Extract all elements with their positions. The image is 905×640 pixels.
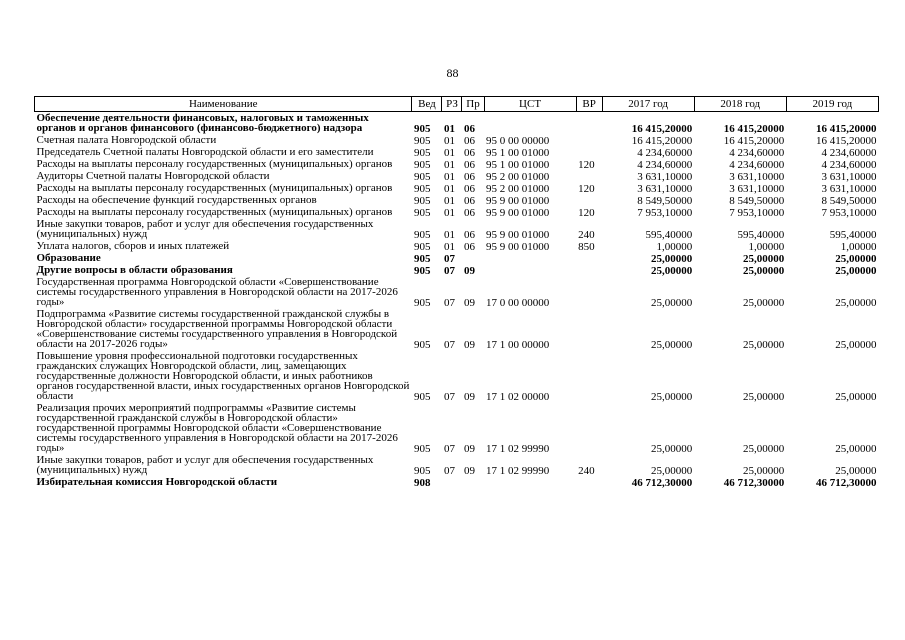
table-row	[35, 194, 879, 206]
cell-rz: 01	[443, 207, 455, 219]
header-name: Наименование	[35, 97, 412, 112]
cell-vr: 240	[578, 465, 595, 477]
cell-y2018: 4 234,60000	[729, 147, 785, 159]
cell-cst	[484, 112, 576, 135]
cell-y2018: 25,00000	[743, 443, 785, 455]
cell-y2017: 25,00000	[650, 265, 693, 277]
table-row	[35, 182, 879, 194]
cell-cst: 95 2 00 01000	[486, 171, 550, 183]
cell-pr	[462, 252, 484, 264]
cell-pr: 06	[463, 159, 475, 171]
cell-ved: 908	[413, 477, 431, 489]
cell-vr: 120	[578, 183, 595, 195]
cell-cst: 95 1 00 01000	[486, 159, 550, 171]
cell-y2019: 3 631,10000	[821, 171, 877, 183]
cell-vr: 240	[578, 229, 595, 241]
table-row	[35, 112, 879, 135]
cell-rz: 01	[443, 147, 455, 159]
cell-pr	[462, 476, 484, 488]
cell-rz: 07	[443, 339, 455, 351]
cell-pr: 09	[463, 465, 475, 477]
cell-ved: 905	[413, 241, 431, 253]
page-number: 88	[446, 66, 459, 80]
cell-ved: 905	[413, 159, 431, 171]
cell-pr: 06	[463, 195, 475, 207]
cell-ved: 905	[413, 443, 431, 455]
cell-rz: 01	[443, 195, 455, 207]
cell-name: Другие вопросы в области образования	[36, 264, 233, 276]
cell-cst: 95 9 00 01000	[486, 207, 550, 219]
cell-vr	[576, 134, 602, 146]
cell-y2018: 25,00000	[743, 465, 785, 477]
cell-vr	[576, 276, 602, 308]
table-row	[35, 476, 879, 488]
cell-cst: 95 2 00 01000	[486, 183, 550, 195]
cell-pr: 06	[463, 135, 475, 147]
cell-y2018: 25,00000	[743, 265, 785, 277]
cell-y2018: 46 712,30000	[723, 477, 785, 489]
cell-name: Председатель Счетной палаты Новгородской области и его заместители	[36, 146, 374, 158]
cell-cst: 95 1 00 01000	[486, 147, 550, 159]
cell-vr: 120	[578, 159, 595, 171]
cell-pr: 06	[463, 171, 475, 183]
cell-y2017: 46 712,30000	[631, 477, 693, 489]
cell-cst	[484, 264, 576, 276]
cell-name: Расходы на выплаты персоналу государственных (муниципальных) органов	[36, 206, 393, 218]
cell-y2018: 595,40000	[737, 229, 785, 241]
cell-y2019: 25,00000	[835, 391, 877, 403]
cell-name: Уплата налогов, сборов и иных платежей	[36, 240, 230, 252]
cell-y2018: 8 549,50000	[729, 195, 785, 207]
cell-y2017: 4 234,60000	[637, 159, 693, 171]
cell-y2017: 16 415,20000	[631, 135, 693, 147]
cell-name: Реализация прочих мероприятий подпрограммы «Развитие системы государственной гражданской службы в Новгородской области» государственной программы Новгородской области «Совершенствование системы государственного управления в Новгородской области на 2017-2026 годы»	[36, 402, 398, 454]
cell-name: Счетная палата Новгородской области	[36, 134, 217, 146]
cell-vr	[576, 252, 602, 264]
cell-cst: 95 9 00 01000	[486, 241, 550, 253]
cell-ved: 905	[413, 147, 431, 159]
cell-ved: 905	[413, 207, 431, 219]
cell-rz: 07	[443, 253, 455, 265]
cell-rz: 01	[443, 183, 455, 195]
cell-y2019: 25,00000	[835, 265, 877, 277]
header-ved: Вед	[412, 97, 442, 112]
cell-rz: 07	[443, 443, 455, 455]
cell-ved: 905	[413, 339, 431, 351]
cell-y2017: 3 631,10000	[637, 171, 693, 183]
cell-y2018: 25,00000	[743, 391, 785, 403]
cell-ved: 905	[413, 465, 431, 477]
cell-y2018: 1,00000	[748, 241, 785, 253]
cell-pr: 06	[463, 241, 475, 253]
header-rz: РЗ	[442, 97, 462, 112]
cell-y2019: 25,00000	[835, 253, 877, 265]
cell-rz: 01	[443, 229, 455, 241]
cell-y2018: 16 415,20000	[723, 135, 785, 147]
cell-y2019: 7 953,10000	[821, 207, 877, 219]
table-row	[35, 146, 879, 158]
cell-ved: 905	[413, 391, 431, 403]
cell-vr	[576, 308, 602, 350]
header-2019: 2019 год	[786, 97, 878, 112]
table-row	[35, 402, 879, 454]
cell-ved: 905	[413, 253, 431, 265]
cell-cst: 95 9 00 01000	[486, 195, 550, 207]
cell-rz: 07	[443, 265, 455, 277]
cell-y2017: 25,00000	[650, 297, 693, 309]
header-2018: 2018 год	[694, 97, 786, 112]
budget-table	[34, 96, 879, 488]
table-row	[35, 308, 879, 350]
cell-name: Расходы на выплаты персоналу государственных (муниципальных) органов	[36, 182, 393, 194]
cell-y2017: 25,00000	[650, 465, 693, 477]
cell-y2018: 3 631,10000	[729, 171, 785, 183]
cell-rz: 01	[443, 241, 455, 253]
cell-cst	[484, 252, 576, 264]
cell-name: Иные закупки товаров, работ и услуг для обеспечения государственных (муниципальных) нужд	[36, 218, 374, 240]
cell-y2019: 1,00000	[840, 241, 877, 253]
cell-rz: 07	[443, 391, 455, 403]
cell-ved: 905	[413, 183, 431, 195]
cell-y2019: 25,00000	[835, 465, 877, 477]
cell-y2017: 7 953,10000	[637, 207, 693, 219]
cell-y2019: 4 234,60000	[821, 159, 877, 171]
cell-ved: 905	[413, 195, 431, 207]
cell-name: Расходы на выплаты персоналу государственных (муниципальных) органов	[36, 158, 393, 170]
cell-vr	[576, 112, 602, 135]
cell-ved: 905	[413, 171, 431, 183]
cell-vr	[576, 146, 602, 158]
cell-vr	[576, 264, 602, 276]
cell-vr	[576, 476, 602, 488]
cell-y2017: 4 234,60000	[637, 147, 693, 159]
cell-y2019: 25,00000	[835, 339, 877, 351]
cell-y2019: 595,40000	[829, 229, 877, 241]
cell-vr	[576, 402, 602, 454]
cell-y2019: 16 415,20000	[816, 135, 877, 147]
cell-y2019: 46 712,30000	[816, 477, 877, 489]
cell-y2017: 25,00000	[650, 253, 693, 265]
table-row	[35, 170, 879, 182]
cell-y2019: 3 631,10000	[821, 183, 877, 195]
header-row	[35, 97, 879, 112]
cell-y2019: 16 415,20000	[816, 123, 877, 135]
cell-ved: 905	[413, 123, 431, 135]
cell-y2019: 25,00000	[835, 443, 877, 455]
cell-y2017: 3 631,10000	[637, 183, 693, 195]
cell-y2017: 8 549,50000	[637, 195, 693, 207]
table-row	[35, 264, 879, 276]
cell-name: Образование	[36, 252, 101, 264]
cell-rz	[442, 476, 462, 488]
cell-pr: 09	[463, 297, 475, 309]
table-row	[35, 454, 879, 476]
cell-pr: 06	[463, 207, 475, 219]
cell-rz: 01	[443, 159, 455, 171]
header-pr: Пр	[462, 97, 484, 112]
cell-y2019: 8 549,50000	[821, 195, 877, 207]
cell-pr: 06	[463, 147, 475, 159]
cell-pr: 06	[463, 183, 475, 195]
cell-rz: 01	[443, 135, 455, 147]
cell-y2019: 25,00000	[835, 297, 877, 309]
cell-rz: 07	[443, 297, 455, 309]
cell-y2019: 4 234,60000	[821, 147, 877, 159]
cell-name: Аудиторы Счетной палаты Новгородской области	[36, 170, 270, 182]
table-row	[35, 350, 879, 402]
cell-vr: 120	[578, 207, 595, 219]
cell-vr	[576, 194, 602, 206]
cell-y2018: 25,00000	[743, 297, 785, 309]
cell-pr: 06	[463, 123, 475, 135]
cell-rz: 07	[443, 465, 455, 477]
cell-y2018: 16 415,20000	[723, 123, 785, 135]
table-row	[35, 240, 879, 252]
cell-ved: 905	[413, 297, 431, 309]
table-row	[35, 218, 879, 240]
cell-y2017: 25,00000	[650, 339, 693, 351]
cell-pr: 06	[463, 229, 475, 241]
cell-cst: 95 9 00 01000	[486, 229, 550, 241]
cell-ved: 905	[413, 229, 431, 241]
cell-cst: 17 1 02 00000	[486, 391, 550, 403]
cell-y2018: 25,00000	[743, 253, 785, 265]
header-2017: 2017 год	[602, 97, 694, 112]
table-row	[35, 158, 879, 170]
cell-name: Избирательная комиссия Новгородской области	[36, 476, 278, 488]
cell-pr: 09	[463, 391, 475, 403]
cell-name: Обеспечение деятельности финансовых, налоговых и таможенных органов и органов финансового (финансово-бюджетного) надзора	[36, 112, 369, 134]
header-vr: ВР	[576, 97, 602, 112]
cell-cst: 17 1 02 99990	[486, 443, 550, 455]
cell-cst: 95 0 00 00000	[486, 135, 550, 147]
cell-pr: 09	[463, 265, 475, 277]
cell-y2017: 16 415,20000	[631, 123, 693, 135]
table-row	[35, 134, 879, 146]
cell-vr: 850	[578, 241, 595, 253]
cell-y2018: 4 234,60000	[729, 159, 785, 171]
cell-y2017: 595,40000	[645, 229, 693, 241]
cell-pr: 09	[463, 443, 475, 455]
cell-y2017: 1,00000	[656, 241, 693, 253]
cell-y2017: 25,00000	[650, 443, 693, 455]
cell-cst: 17 1 00 00000	[486, 339, 550, 351]
cell-y2018: 25,00000	[743, 339, 785, 351]
cell-vr	[576, 170, 602, 182]
cell-cst: 17 1 02 99990	[486, 465, 550, 477]
cell-cst	[484, 476, 576, 488]
cell-y2017: 25,00000	[650, 391, 693, 403]
cell-name: Расходы на обеспечение функций государственных органов	[36, 194, 317, 206]
cell-y2018: 3 631,10000	[729, 183, 785, 195]
cell-ved: 905	[413, 265, 431, 277]
cell-name: Повышение уровня профессиональной подготовки государственных гражданских служащих Новгородской области, лиц, замещающих государственные должности Новгородской области, и иных работников органов государственной власти, иных государственных органов Новгородской области	[36, 350, 410, 402]
cell-pr: 09	[463, 339, 475, 351]
cell-name: Подпрограмма «Развитие системы государственной гражданской службы в Новгородской области» государственной программы Новгородской области «Совершенствование системы государственного управления в Новгородской области на 2017-2026 годы»	[36, 308, 398, 350]
cell-rz: 01	[443, 171, 455, 183]
cell-name: Государственная программа Новгородской области «Совершенствование системы государственного управления в Новгородской области на 2017-2026 годы»	[36, 276, 398, 308]
cell-cst: 17 0 00 00000	[486, 297, 550, 309]
cell-name: Иные закупки товаров, работ и услуг для обеспечения государственных (муниципальных) нужд	[36, 454, 374, 476]
header-cst: ЦСТ	[484, 97, 576, 112]
table-row	[35, 252, 879, 264]
cell-vr	[576, 350, 602, 402]
table-row	[35, 276, 879, 308]
cell-ved: 905	[413, 135, 431, 147]
cell-rz: 01	[443, 123, 455, 135]
cell-y2018: 7 953,10000	[729, 207, 785, 219]
table-row	[35, 206, 879, 218]
